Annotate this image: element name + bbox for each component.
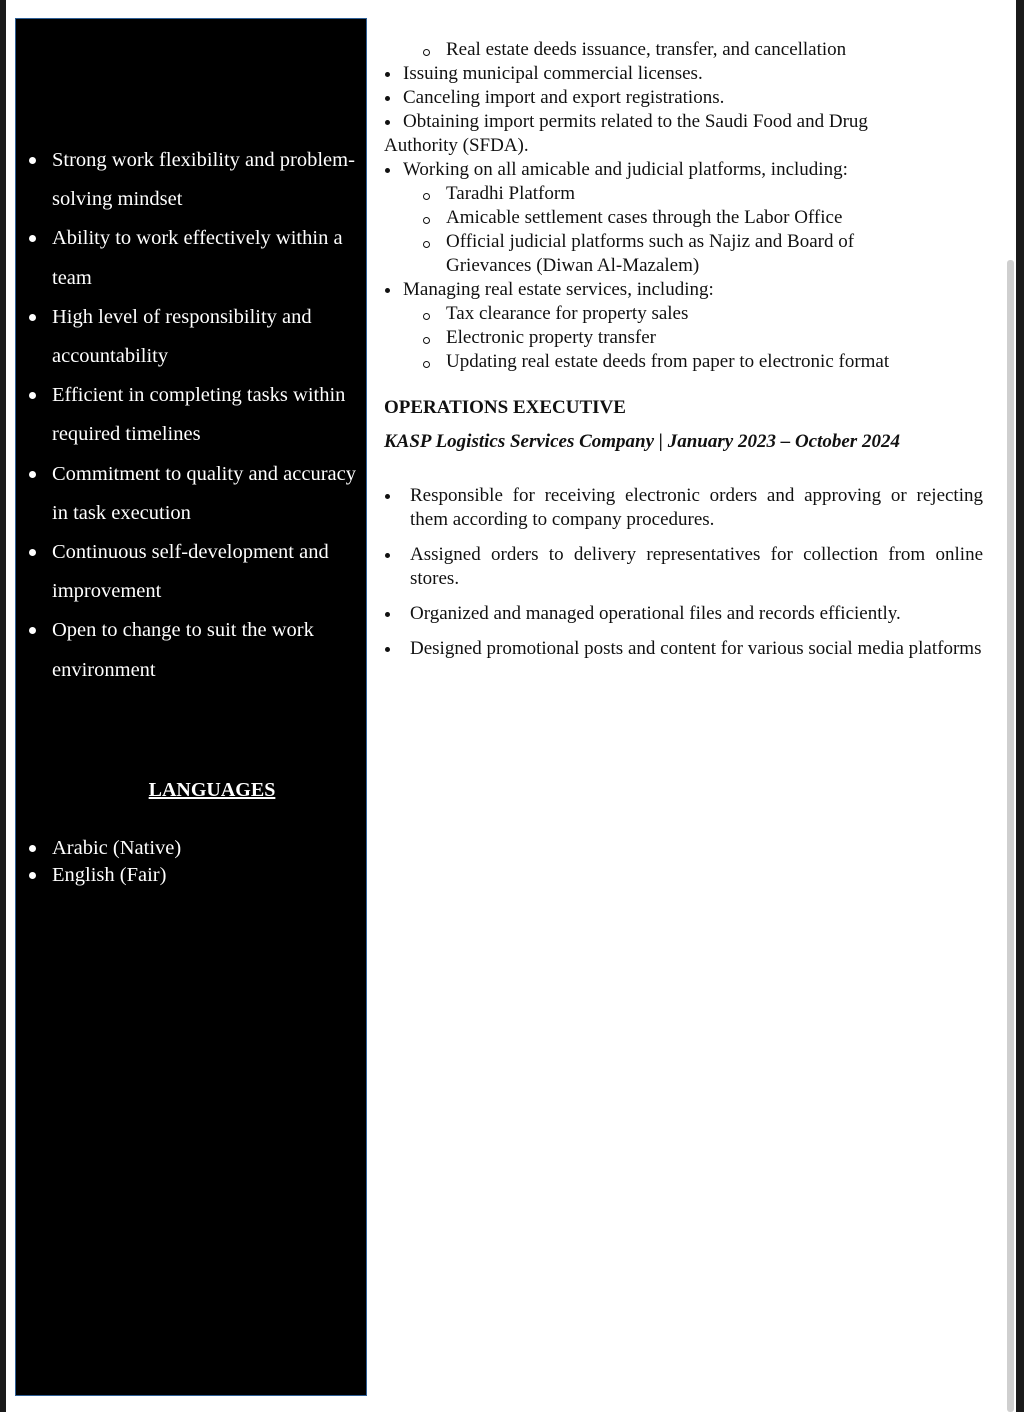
main-content — [384, 38, 984, 672]
responsibilities-list — [384, 484, 983, 661]
bullet-item: Issuing municipal commercial licenses. — [384, 62, 984, 86]
sub-bullet-item: Electronic property transfer — [384, 326, 984, 350]
job-title: OPERATIONS EXECUTIVE — [384, 397, 626, 418]
skill-item: Strong work flexibility and problem-solving mindset — [16, 141, 368, 219]
sub-bullet-item: Official judicial platforms such as Najiz and Board of — [384, 230, 984, 254]
skill-item: Continuous self-development and improvement — [16, 533, 368, 611]
responsibility-item: Assigned orders to delivery representatives for collection from online stores. — [384, 543, 983, 591]
language-item: Arabic (Native) — [16, 835, 181, 862]
job-company: KASP Logistics Services Company | January 2023 – October 2024 — [384, 431, 900, 452]
skills-list — [16, 141, 368, 690]
skill-item: Ability to work effectively within a team — [16, 219, 368, 297]
sub-bullet-continuation: Grievances (Diwan Al-Mazalem) — [446, 255, 700, 276]
responsibility-item: Designed promotional posts and content for various social media platforms — [384, 637, 983, 661]
bullet-item: Canceling import and export registrations. — [384, 86, 984, 110]
bullet-item: Managing real estate services, including: — [384, 278, 984, 302]
scrollbar[interactable] — [1007, 260, 1014, 1412]
bullet-item: Obtaining import permits related to the Saudi Food and Drug — [384, 110, 984, 134]
sub-bullet-item: Taradhi Platform — [384, 182, 984, 206]
bullet-item: Working on all amicable and judicial platforms, including: — [384, 158, 984, 182]
skill-item: Commitment to quality and accuracy in task execution — [16, 455, 368, 533]
languages-heading: LANGUAGES — [148, 779, 276, 801]
sidebar — [15, 18, 367, 1396]
responsibility-item: Responsible for receiving electronic orders and approving or rejecting them according to company procedures. — [384, 484, 983, 532]
sub-bullet-item: Updating real estate deeds from paper to electronic format — [384, 350, 984, 374]
responsibility-item: Organized and managed operational files and records efficiently. — [384, 602, 983, 626]
sub-bullet-item: Amicable settlement cases through the Labor Office — [384, 206, 984, 230]
languages-list — [16, 835, 181, 889]
skill-item: High level of responsibility and accountability — [16, 298, 368, 376]
sub-bullet-item: Real estate deeds issuance, transfer, and cancellation — [384, 38, 984, 62]
skill-item: Open to change to suit the work environment — [16, 611, 368, 689]
language-item: English (Fair) — [16, 862, 181, 889]
sub-bullet-item: Tax clearance for property sales — [384, 302, 984, 326]
bullet-item-continuation: Authority (SFDA). — [384, 135, 529, 156]
skill-item: Efficient in completing tasks within required timelines — [16, 376, 368, 454]
